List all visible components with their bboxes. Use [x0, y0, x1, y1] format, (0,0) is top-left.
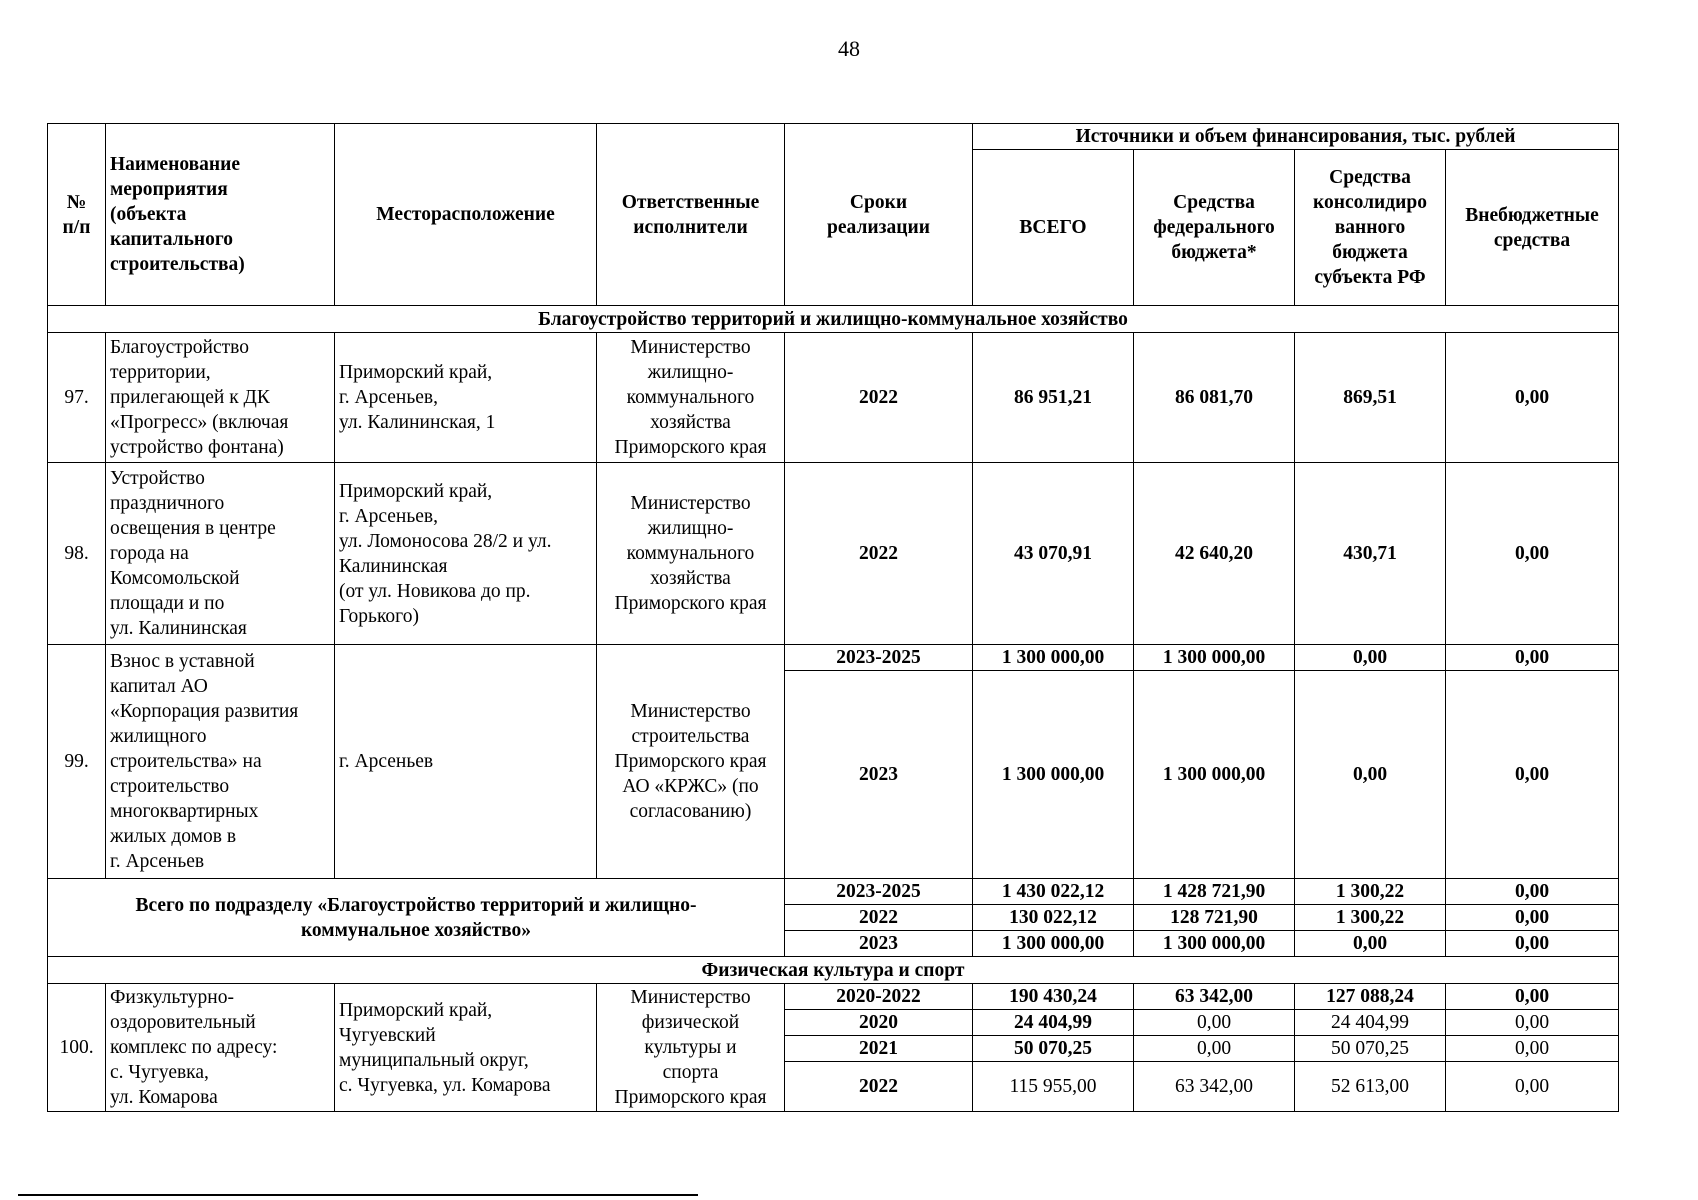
row-federal: 1 300 000,00	[1134, 645, 1295, 671]
subtotal-offbudget: 0,00	[1446, 931, 1619, 957]
row-regional: 24 404,99	[1295, 1010, 1446, 1036]
row-term: 2023-2025	[785, 645, 973, 671]
subtotal-regional: 1 300,22	[1295, 879, 1446, 905]
subtotal-federal: 1 428 721,90	[1134, 879, 1295, 905]
row-term: 2020-2022	[785, 984, 973, 1010]
header-name: Наименование мероприятия (объекта капитального строительства)	[106, 124, 335, 306]
row-offbudget: 0,00	[1446, 645, 1619, 671]
header-row-1	[48, 124, 1619, 150]
subtotal-term: 2023	[785, 931, 973, 957]
header-total: ВСЕГО	[973, 150, 1134, 306]
subtotal-regional: 1 300,22	[1295, 905, 1446, 931]
subtotal-term: 2022	[785, 905, 973, 931]
row-federal: 0,00	[1134, 1010, 1295, 1036]
row-regional: 869,51	[1295, 333, 1446, 463]
subtotal-federal: 128 721,90	[1134, 905, 1295, 931]
row-term: 2021	[785, 1036, 973, 1062]
row-location: г. Арсеньев	[335, 645, 597, 879]
row-name: Благоустройство территории, прилегающей к ДК «Прогресс» (включая устройство фонтана)	[106, 333, 335, 463]
header-sources: Источники и объем финансирования, тыс. рублей	[973, 124, 1619, 150]
row-executor: Министерство строительства Приморского края АО «КРЖС» (по согласованию)	[597, 645, 785, 879]
row-total: 50 070,25	[973, 1036, 1134, 1062]
table-row	[48, 984, 1619, 1010]
table-row	[48, 463, 1619, 645]
row-federal: 1 300 000,00	[1134, 671, 1295, 879]
header-offbudget: Внебюджетные средства	[1446, 150, 1619, 306]
row-term: 2020	[785, 1010, 973, 1036]
row-federal: 63 342,00	[1134, 984, 1295, 1010]
table-row	[48, 333, 1619, 463]
financing-table	[47, 123, 1619, 1112]
row-name: Устройство праздничного освещения в центре города на Комсомольской площади и по ул. Калининская	[106, 463, 335, 645]
row-regional: 0,00	[1295, 671, 1446, 879]
row-executor: Министерство жилищно- коммунального хозяйства Приморского края	[597, 463, 785, 645]
row-offbudget: 0,00	[1446, 333, 1619, 463]
row-location: Приморский край, г. Арсеньев, ул. Калининская, 1	[335, 333, 597, 463]
subtotal-total: 1 300 000,00	[973, 931, 1134, 957]
table-row	[48, 645, 1619, 671]
row-offbudget: 0,00	[1446, 463, 1619, 645]
header-num: № п/п	[48, 124, 106, 306]
row-regional: 50 070,25	[1295, 1036, 1446, 1062]
section-title: Физическая культура и спорт	[48, 957, 1619, 984]
section-title: Благоустройство территорий и жилищно-коммунальное хозяйство	[48, 306, 1619, 333]
row-federal: 86 081,70	[1134, 333, 1295, 463]
subtotal-total: 130 022,12	[973, 905, 1134, 931]
row-name: Физкультурно- оздоровительный комплекс по адресу: с. Чугуевка, ул. Комарова	[106, 984, 335, 1112]
row-total: 43 070,91	[973, 463, 1134, 645]
section-row-housing	[48, 306, 1619, 333]
subtotal-offbudget: 0,00	[1446, 879, 1619, 905]
row-num: 100.	[48, 984, 106, 1112]
subtotal-regional: 0,00	[1295, 931, 1446, 957]
row-offbudget: 0,00	[1446, 671, 1619, 879]
row-total: 1 300 000,00	[973, 645, 1134, 671]
row-executor: Министерство жилищно- коммунального хозяйства Приморского края	[597, 333, 785, 463]
row-term: 2022	[785, 333, 973, 463]
row-executor: Министерство физической культуры и спорта Приморского края	[597, 984, 785, 1112]
section-row-sport	[48, 957, 1619, 984]
row-total: 24 404,99	[973, 1010, 1134, 1036]
row-federal: 0,00	[1134, 1036, 1295, 1062]
row-federal: 42 640,20	[1134, 463, 1295, 645]
row-name: Взнос в уставной капитал АО «Корпорация развития жилищного строительства» на строительство многоквартирных жилых домов в г. Арсеньев	[106, 645, 335, 879]
subtotal-term: 2023-2025	[785, 879, 973, 905]
header-federal: Средства федерального бюджета*	[1134, 150, 1295, 306]
row-term: 2023	[785, 671, 973, 879]
header-location: Месторасположение	[335, 124, 597, 306]
row-offbudget: 0,00	[1446, 1010, 1619, 1036]
subtotal-label: Всего по подразделу «Благоустройство территорий и жилищно- коммунальное хозяйство»	[48, 879, 785, 957]
row-term: 2022	[785, 463, 973, 645]
header-executors: Ответственные исполнители	[597, 124, 785, 306]
row-regional: 52 613,00	[1295, 1062, 1446, 1112]
subtotal-row	[48, 879, 1619, 905]
row-total: 1 300 000,00	[973, 671, 1134, 879]
row-num: 99.	[48, 645, 106, 879]
page-number: 48	[838, 36, 860, 61]
header-terms: Сроки реализации	[785, 124, 973, 306]
footnote-separator	[18, 1194, 698, 1196]
row-offbudget: 0,00	[1446, 984, 1619, 1010]
row-federal: 63 342,00	[1134, 1062, 1295, 1112]
subtotal-total: 1 430 022,12	[973, 879, 1134, 905]
row-offbudget: 0,00	[1446, 1036, 1619, 1062]
row-total: 115 955,00	[973, 1062, 1134, 1112]
row-regional: 0,00	[1295, 645, 1446, 671]
subtotal-offbudget: 0,00	[1446, 905, 1619, 931]
row-location: Приморский край, г. Арсеньев, ул. Ломоносова 28/2 и ул. Калининская (от ул. Новикова до пр. Горького)	[335, 463, 597, 645]
row-regional: 127 088,24	[1295, 984, 1446, 1010]
row-total: 190 430,24	[973, 984, 1134, 1010]
row-total: 86 951,21	[973, 333, 1134, 463]
row-location: Приморский край, Чугуевский муниципальный округ, с. Чугуевка, ул. Комарова	[335, 984, 597, 1112]
row-num: 97.	[48, 333, 106, 463]
row-offbudget: 0,00	[1446, 1062, 1619, 1112]
row-term: 2022	[785, 1062, 973, 1112]
subtotal-federal: 1 300 000,00	[1134, 931, 1295, 957]
row-num: 98.	[48, 463, 106, 645]
header-regional: Средства консолидиро ванного бюджета субъекта РФ	[1295, 150, 1446, 306]
row-regional: 430,71	[1295, 463, 1446, 645]
